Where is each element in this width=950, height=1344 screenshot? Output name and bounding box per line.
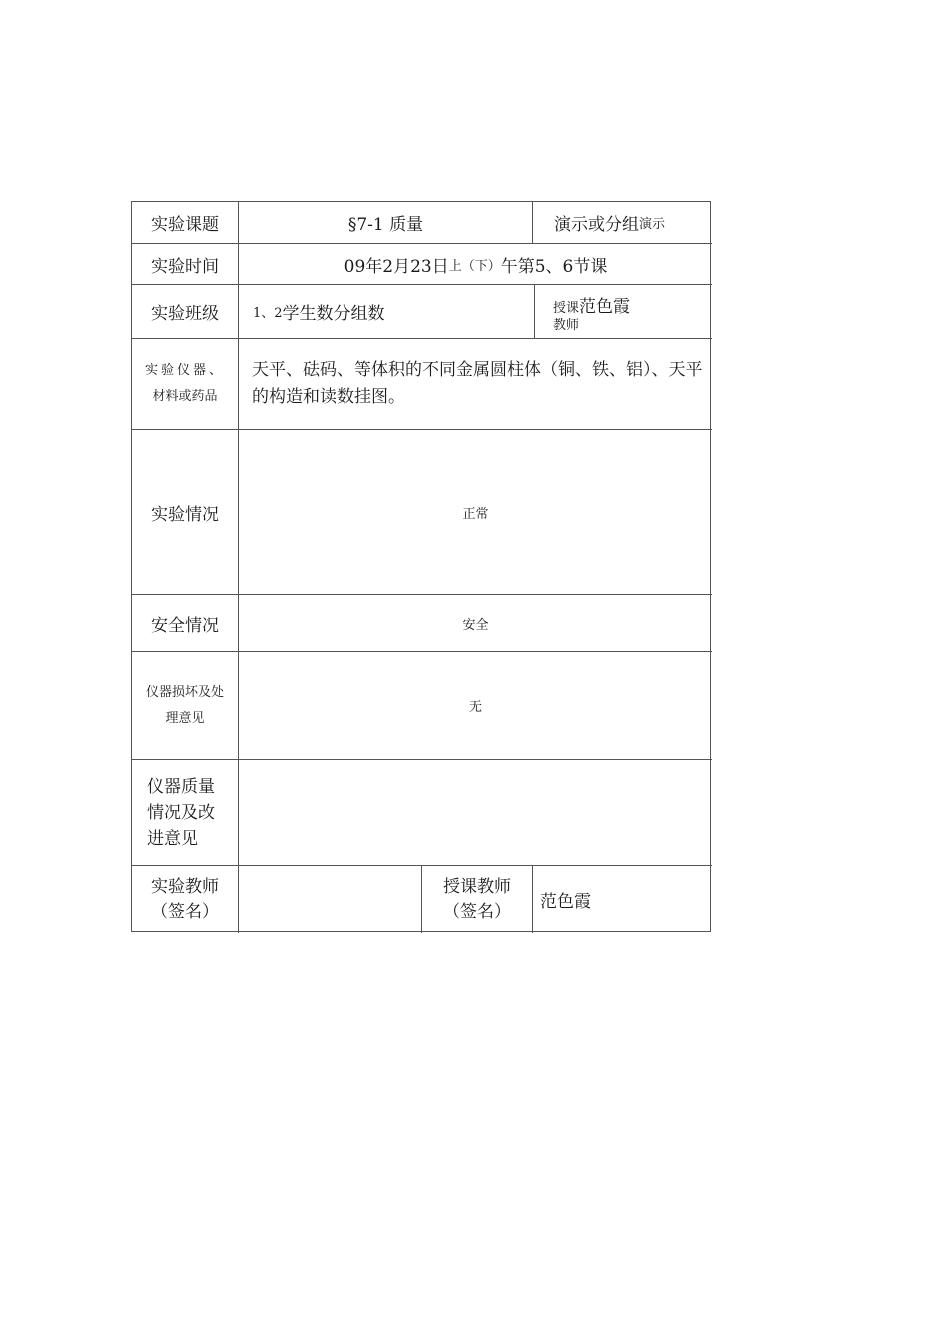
damage-value <box>239 652 712 759</box>
quality-label-line2: 情况及改 <box>147 802 215 823</box>
teaching-teacher-label-line1: 授课教师 <box>443 876 511 897</box>
teaching-teacher-signature[interactable] <box>540 866 712 933</box>
situation-label-text: 实验情况 <box>151 504 219 525</box>
column-divider <box>532 202 533 243</box>
time-value-period: 午第5、6节课 <box>500 256 608 277</box>
topic-label <box>132 202 238 243</box>
time-value-half: 上（下） <box>448 258 501 274</box>
topic-value-text: §7-1 质量 <box>347 215 424 235</box>
class-teacher-label-b: 教师 <box>553 318 580 333</box>
teaching-teacher-signature-text: 范色霞 <box>540 892 591 912</box>
teaching-teacher-label-line2: （签名） <box>443 901 511 922</box>
time-label-text: 实验时间 <box>151 256 219 277</box>
class-teacher-cell <box>553 297 712 337</box>
mode-cell <box>554 202 712 243</box>
topic-label-text: 实验课题 <box>151 215 219 235</box>
time-label <box>132 244 238 284</box>
situation-value <box>239 430 712 594</box>
safety-value <box>239 595 712 651</box>
teaching-teacher-label <box>422 866 532 933</box>
damage-value-text: 无 <box>468 700 482 715</box>
class-count-label: 学生数分组数 <box>282 304 385 324</box>
class-teacher-label-a: 授课 <box>553 301 580 316</box>
class-teacher-name: 范色霞 <box>579 297 631 317</box>
time-value <box>239 244 712 284</box>
equipment-value <box>252 339 704 429</box>
experiment-teacher-label <box>132 866 238 933</box>
class-numbers: 1、2 <box>253 306 283 321</box>
quality-label <box>147 760 238 865</box>
mode-value: 演示 <box>639 217 666 232</box>
safety-value-text: 安全 <box>462 617 489 633</box>
experiment-teacher-label-line2: （签名） <box>151 901 219 922</box>
experiment-teacher-label-line1: 实验教师 <box>151 876 219 897</box>
situation-label <box>132 430 238 594</box>
class-label-text: 实验班级 <box>151 304 219 324</box>
equipment-value-text: 天平、砝码、等体积的不同金属圆柱体（铜、铁、铝）、天平的构造和读数挂图。 <box>252 360 703 407</box>
safety-label-text: 安全情况 <box>151 615 219 636</box>
column-divider <box>532 865 533 933</box>
situation-value-text: 正常 <box>462 506 489 522</box>
damage-label <box>132 652 238 759</box>
mode-label: 演示或分组 <box>554 215 639 235</box>
experiment-record-form <box>131 201 711 932</box>
damage-label-line1: 仪器损坏及处 <box>145 684 224 700</box>
quality-label-line3: 进意见 <box>147 828 198 849</box>
quality-label-line1: 仪器质量 <box>147 776 215 797</box>
class-value <box>253 285 533 338</box>
column-divider <box>534 284 535 338</box>
topic-value <box>239 202 532 243</box>
safety-label <box>132 595 238 651</box>
experiment-teacher-signature[interactable] <box>239 866 421 933</box>
damage-label-line2: 理意见 <box>165 710 205 726</box>
time-value-date: 09年2月23日 <box>343 256 449 277</box>
equipment-label <box>132 339 238 429</box>
equipment-label-line1: 实验仪器、 <box>144 363 225 378</box>
class-label <box>132 285 238 338</box>
equipment-label-line2: 材料或药品 <box>152 389 218 404</box>
quality-value[interactable] <box>239 760 712 865</box>
